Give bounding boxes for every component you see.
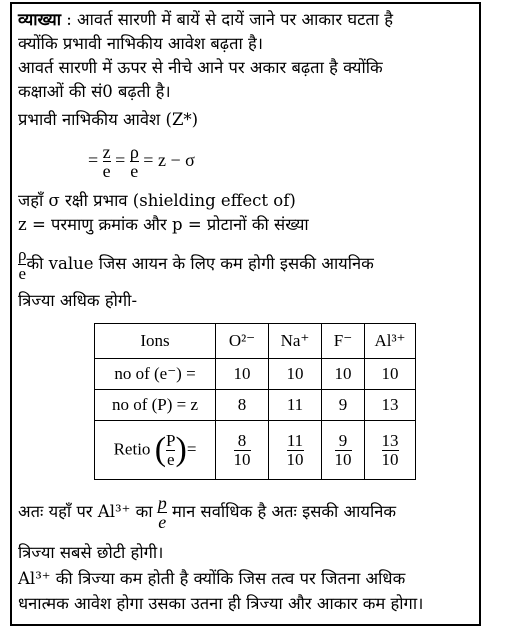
- conclusion-line-3: Al³⁺ की त्रिज्या कम होती है क्योंकि जिस तत्व पर जितना अधिक: [18, 569, 406, 588]
- ratio-denominator: 10: [233, 449, 251, 469]
- conclusion-start: अतः यहाँ पर Al³⁺ का: [18, 502, 153, 521]
- fraction-p-over-e: [158, 494, 167, 531]
- denominator-e: e: [18, 264, 27, 283]
- table-cell: [269, 421, 322, 480]
- fraction-z-over-e: [103, 143, 111, 180]
- numerator-rho: ρ: [129, 142, 139, 163]
- ratio-denominator: 10: [381, 449, 399, 469]
- ratio-fraction: [335, 432, 352, 469]
- table-cell: [322, 421, 365, 480]
- conclusion-line-4: धनात्मक आवेश होगा उसका उतना ही त्रिज्या और आकार कम होगा।: [18, 594, 424, 613]
- explanation-label: व्याख्या: [18, 10, 61, 29]
- numerator-p: P: [166, 430, 176, 450]
- effective-charge-line: प्रभावी नाभिकीय आवेश (Z*): [18, 110, 199, 129]
- table-header-row: [95, 324, 416, 359]
- ratio-fraction: [234, 432, 251, 469]
- table-cell: [365, 421, 416, 480]
- charge-equation: [88, 140, 195, 180]
- numerator-p: p: [157, 493, 167, 513]
- table-cell: 10: [216, 359, 269, 390]
- ratio-numerator: 11: [286, 430, 304, 450]
- label-separator: :: [60, 10, 78, 29]
- ratio-denominator: 10: [286, 449, 304, 469]
- right-paren: ): [175, 431, 187, 468]
- equals-sign-1: =: [88, 150, 99, 170]
- ratio-numerator: 9: [338, 430, 348, 450]
- explanation-line-2: क्योंकि प्रभावी नाभिकीय आवेश बढ़ता है।: [18, 34, 264, 53]
- ratio-statement-text: की value जिस आयन के लिए कम होगी इसकी आयनिक: [26, 254, 374, 273]
- ratio-denominator: 10: [334, 449, 352, 469]
- explanation-line-3: आवर्त सारणी में ऊपर से नीचे आने पर अकार बढ़ता है क्योंकि: [18, 58, 383, 77]
- table-cell: [216, 421, 269, 480]
- fraction-rho-over-e: [18, 246, 26, 283]
- row-label: no of (P) = z: [95, 390, 216, 421]
- numerator-rho: ρ: [18, 245, 27, 264]
- table-cell: 10: [269, 359, 322, 390]
- table-cell: 10: [322, 359, 365, 390]
- equation-tail: = z − σ: [143, 150, 195, 170]
- shielding-definition: जहाँ σ रक्षी प्रभाव (shielding effect of): [18, 191, 296, 210]
- table-cell: 13: [365, 390, 416, 421]
- denominator-e: e: [158, 512, 167, 532]
- ratio-numerator: 13: [381, 430, 399, 450]
- equals-sign-2: =: [115, 150, 126, 170]
- header-cell: Al³⁺: [365, 324, 416, 359]
- ion-comparison-table: [94, 323, 416, 480]
- table-cell: 9: [322, 390, 365, 421]
- explanation-line-1: [18, 10, 393, 30]
- table-row: [95, 390, 416, 421]
- header-cell: O²⁻: [216, 324, 269, 359]
- denominator-e: e: [102, 161, 111, 182]
- conclusion-line-1: [18, 492, 396, 532]
- denominator-e: e: [130, 161, 139, 182]
- equals-sign: =: [186, 438, 197, 458]
- table-row: [95, 359, 416, 390]
- table-cell: 10: [365, 359, 416, 390]
- denominator-e: e: [166, 449, 175, 469]
- explanation-line-4: कक्षाओं की सं0 बढ़ती है।: [18, 82, 171, 101]
- ratio-fraction: [287, 432, 304, 469]
- row-label: [95, 421, 216, 480]
- left-paren: (: [154, 431, 167, 468]
- ratio-label: Retio: [113, 438, 151, 458]
- ratio-statement-line-2: त्रिज्या अधिक होगी-: [18, 291, 138, 310]
- table-cell: 8: [216, 390, 269, 421]
- conclusion-end: मान सर्वाधिक है अतः इसकी आयनिक: [172, 502, 397, 521]
- fraction-rho-over-e: [130, 143, 139, 180]
- table-cell: 11: [269, 390, 322, 421]
- conclusion-line-2: त्रिज्या सबसे छोटी होगी।: [18, 543, 164, 562]
- row-label: no of (e⁻) =: [95, 359, 216, 390]
- ratio-fraction: [382, 432, 399, 469]
- numerator-z: z: [102, 142, 111, 163]
- table-row: [95, 421, 416, 480]
- ratio-numerator: 8: [237, 430, 247, 450]
- header-cell: Ions: [95, 324, 216, 359]
- ratio-statement-line-1: [18, 244, 374, 284]
- header-cell: F⁻: [322, 324, 365, 359]
- fraction-p-over-e: [166, 432, 175, 469]
- header-cell: Na⁺: [269, 324, 322, 359]
- explanation-text-1: आवर्त सारणी में बायें से दायें जाने पर आकार घटता है: [77, 10, 394, 29]
- atomic-number-definition: z = परमाणु क्रमांक और p = प्रोटानों की संख्या: [18, 215, 309, 234]
